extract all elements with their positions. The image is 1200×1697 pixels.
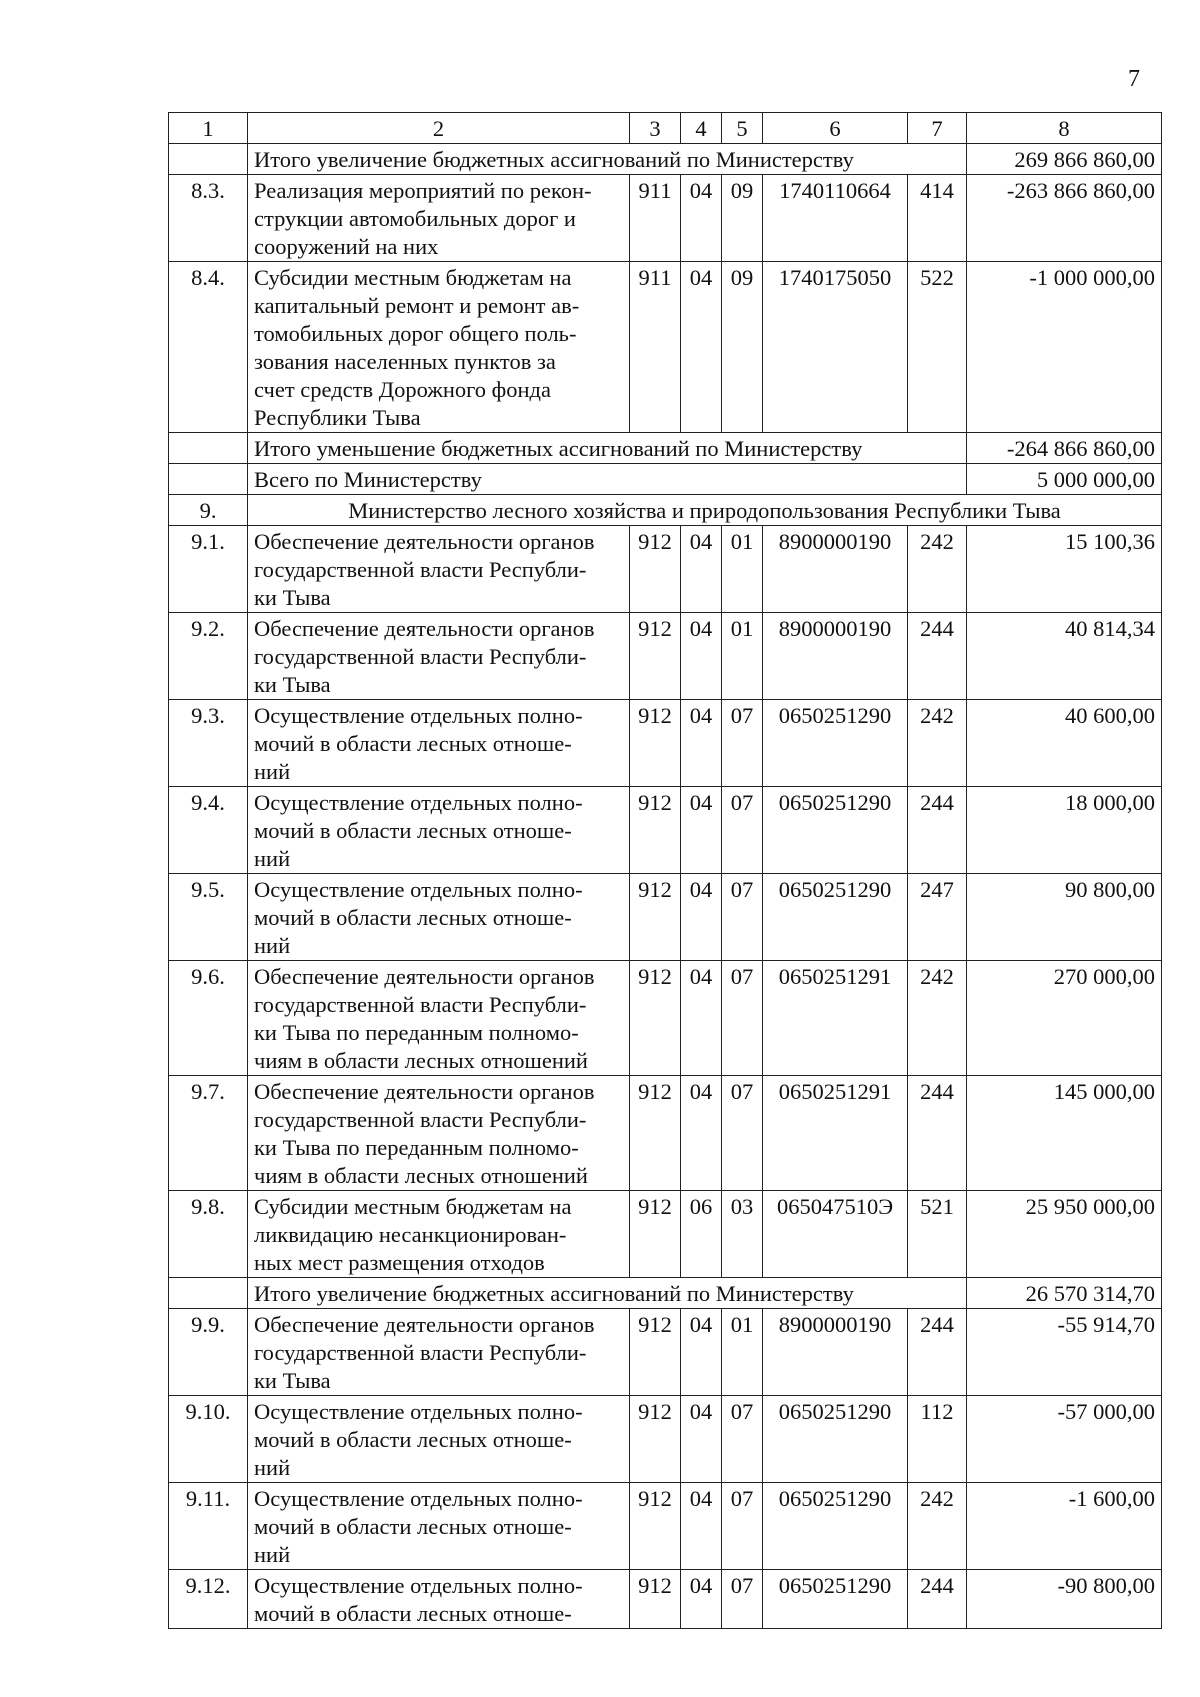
row-target-article: 0650251290 [763, 787, 908, 874]
row-subsection-code: 07 [722, 1076, 763, 1191]
row-number: 9.8. [169, 1191, 248, 1278]
column-header-7: 7 [908, 113, 967, 144]
row-section-code: 04 [681, 175, 722, 262]
total-label: Итого увеличение бюджетных ассигнований по Министерству [248, 1278, 967, 1309]
table-row [169, 961, 1162, 1076]
row-ministry-code: 912 [630, 874, 681, 961]
row-ministry-code: 911 [630, 175, 681, 262]
table-row [169, 1076, 1162, 1191]
row-description: Обеспечение деятельности органов государственной власти Республи- ки Тыва по переданным полномо- чиям в области лесных отношений [248, 1076, 630, 1191]
row-subsection-code: 09 [722, 175, 763, 262]
row-amount: -263 866 860,00 [967, 175, 1162, 262]
row-number: 8.3. [169, 175, 248, 262]
row-amount: 15 100,36 [967, 526, 1162, 613]
row-description: Осуществление отдельных полно- мочий в области лесных отноше- ний [248, 1396, 630, 1483]
row-ministry-code: 912 [630, 1483, 681, 1570]
column-header-5: 5 [722, 113, 763, 144]
total-amount: -264 866 860,00 [967, 433, 1162, 464]
row-expense-type: 242 [908, 526, 967, 613]
row-subsection-code: 01 [722, 613, 763, 700]
row-target-article: 0650251290 [763, 1396, 908, 1483]
row-section-code: 04 [681, 613, 722, 700]
row-amount: 270 000,00 [967, 961, 1162, 1076]
row-section-code: 04 [681, 262, 722, 433]
row-target-article: 0650251290 [763, 874, 908, 961]
row-subsection-code: 03 [722, 1191, 763, 1278]
row-number: 8.4. [169, 262, 248, 433]
row-amount: -55 914,70 [967, 1309, 1162, 1396]
table-row [169, 1191, 1162, 1278]
total-row [169, 144, 1162, 175]
row-subsection-code: 07 [722, 874, 763, 961]
row-expense-type: 244 [908, 787, 967, 874]
table-row [169, 1396, 1162, 1483]
row-ministry-code: 912 [630, 1570, 681, 1629]
row-number: 9.6. [169, 961, 248, 1076]
table-row [169, 1483, 1162, 1570]
row-expense-type: 244 [908, 1309, 967, 1396]
ministry-title: Министерство лесного хозяйства и природопользования Республики Тыва [248, 495, 1162, 526]
row-number: 9.3. [169, 700, 248, 787]
row-description: Осуществление отдельных полно- мочий в области лесных отноше- ний [248, 787, 630, 874]
row-number: 9.10. [169, 1396, 248, 1483]
table-body [169, 113, 1162, 1629]
row-target-article: 0650251290 [763, 1570, 908, 1629]
row-amount: -1 600,00 [967, 1483, 1162, 1570]
row-expense-type: 521 [908, 1191, 967, 1278]
total-row-number-cell [169, 1278, 248, 1309]
total-row [169, 1278, 1162, 1309]
column-header-2: 2 [248, 113, 630, 144]
row-section-code: 04 [681, 1309, 722, 1396]
row-subsection-code: 07 [722, 1483, 763, 1570]
table-row [169, 175, 1162, 262]
row-amount: -57 000,00 [967, 1396, 1162, 1483]
column-header-8: 8 [967, 113, 1162, 144]
total-amount: 5 000 000,00 [967, 464, 1162, 495]
row-amount: 25 950 000,00 [967, 1191, 1162, 1278]
row-number: 9.2. [169, 613, 248, 700]
row-expense-type: 242 [908, 1483, 967, 1570]
ministry-header-row [169, 495, 1162, 526]
row-subsection-code: 01 [722, 1309, 763, 1396]
row-section-code: 04 [681, 700, 722, 787]
row-expense-type: 244 [908, 1076, 967, 1191]
row-expense-type: 414 [908, 175, 967, 262]
total-label: Итого увеличение бюджетных ассигнований по Министерству [248, 144, 967, 175]
row-target-article: 0650251291 [763, 961, 908, 1076]
row-subsection-code: 07 [722, 1396, 763, 1483]
row-amount: 145 000,00 [967, 1076, 1162, 1191]
row-target-article: 0650251291 [763, 1076, 908, 1191]
row-description: Реализация мероприятий по рекон- струкции автомобильных дорог и сооружений на них [248, 175, 630, 262]
row-expense-type: 244 [908, 613, 967, 700]
row-description: Обеспечение деятельности органов государственной власти Республи- ки Тыва [248, 613, 630, 700]
row-amount: 18 000,00 [967, 787, 1162, 874]
column-header-4: 4 [681, 113, 722, 144]
column-header-6: 6 [763, 113, 908, 144]
row-section-code: 04 [681, 787, 722, 874]
total-amount: 269 866 860,00 [967, 144, 1162, 175]
row-subsection-code: 07 [722, 787, 763, 874]
row-expense-type: 244 [908, 1570, 967, 1629]
row-subsection-code: 07 [722, 700, 763, 787]
row-section-code: 04 [681, 874, 722, 961]
row-ministry-code: 912 [630, 1191, 681, 1278]
row-ministry-code: 912 [630, 1309, 681, 1396]
row-description: Осуществление отдельных полно- мочий в области лесных отноше- ний [248, 1483, 630, 1570]
row-description: Осуществление отдельных полно- мочий в области лесных отноше- [248, 1570, 630, 1629]
total-row [169, 464, 1162, 495]
row-amount: -90 800,00 [967, 1570, 1162, 1629]
row-description: Субсидии местным бюджетам на капитальный ремонт и ремонт ав- томобильных дорог общего поль- зования населенных пунктов за счет средств Дорожного фонда Республики Тыва [248, 262, 630, 433]
row-amount: 40 814,34 [967, 613, 1162, 700]
row-section-code: 04 [681, 1396, 722, 1483]
row-description: Обеспечение деятельности органов государственной власти Республи- ки Тыва по переданным полномо- чиям в области лесных отношений [248, 961, 630, 1076]
row-ministry-code: 911 [630, 262, 681, 433]
total-row [169, 433, 1162, 464]
page-number: 7 [1128, 66, 1140, 92]
budget-allocations-table [168, 112, 1162, 1629]
row-description: Обеспечение деятельности органов государственной власти Республи- ки Тыва [248, 1309, 630, 1396]
total-row-number-cell [169, 144, 248, 175]
row-amount: 40 600,00 [967, 700, 1162, 787]
row-expense-type: 522 [908, 262, 967, 433]
row-target-article: 8900000190 [763, 526, 908, 613]
total-row-number-cell [169, 464, 248, 495]
row-target-article: 0650251290 [763, 700, 908, 787]
table-row [169, 613, 1162, 700]
column-number-header-row [169, 113, 1162, 144]
row-target-article: 1740175050 [763, 262, 908, 433]
column-header-3: 3 [630, 113, 681, 144]
ministry-number: 9. [169, 495, 248, 526]
row-amount: 90 800,00 [967, 874, 1162, 961]
row-subsection-code: 09 [722, 262, 763, 433]
row-ministry-code: 912 [630, 1076, 681, 1191]
row-ministry-code: 912 [630, 613, 681, 700]
row-number: 9.11. [169, 1483, 248, 1570]
total-label: Итого уменьшение бюджетных ассигнований по Министерству [248, 433, 967, 464]
column-header-1: 1 [169, 113, 248, 144]
table-row [169, 262, 1162, 433]
row-ministry-code: 912 [630, 787, 681, 874]
row-target-article: 8900000190 [763, 1309, 908, 1396]
row-ministry-code: 912 [630, 961, 681, 1076]
row-description: Осуществление отдельных полно- мочий в области лесных отноше- ний [248, 700, 630, 787]
row-expense-type: 242 [908, 961, 967, 1076]
row-target-article: 065047510Э [763, 1191, 908, 1278]
row-description: Осуществление отдельных полно- мочий в области лесных отноше- ний [248, 874, 630, 961]
row-subsection-code: 07 [722, 1570, 763, 1629]
row-expense-type: 112 [908, 1396, 967, 1483]
row-section-code: 04 [681, 1570, 722, 1629]
row-number: 9.5. [169, 874, 248, 961]
table-row [169, 700, 1162, 787]
row-number: 9.7. [169, 1076, 248, 1191]
row-number: 9.4. [169, 787, 248, 874]
total-label: Всего по Министерству [248, 464, 967, 495]
table-row [169, 787, 1162, 874]
row-ministry-code: 912 [630, 1396, 681, 1483]
row-description: Субсидии местным бюджетам на ликвидацию несанкционирован- ных мест размещения отходов [248, 1191, 630, 1278]
row-number: 9.9. [169, 1309, 248, 1396]
row-target-article: 8900000190 [763, 613, 908, 700]
table-row [169, 874, 1162, 961]
row-number: 9.12. [169, 1570, 248, 1629]
row-section-code: 04 [681, 961, 722, 1076]
row-target-article: 1740110664 [763, 175, 908, 262]
row-expense-type: 247 [908, 874, 967, 961]
table-row [169, 1570, 1162, 1629]
total-row-number-cell [169, 433, 248, 464]
row-number: 9.1. [169, 526, 248, 613]
row-section-code: 04 [681, 526, 722, 613]
row-amount: -1 000 000,00 [967, 262, 1162, 433]
table-row [169, 526, 1162, 613]
row-section-code: 04 [681, 1076, 722, 1191]
row-section-code: 06 [681, 1191, 722, 1278]
total-amount: 26 570 314,70 [967, 1278, 1162, 1309]
row-expense-type: 242 [908, 700, 967, 787]
row-description: Обеспечение деятельности органов государственной власти Республи- ки Тыва [248, 526, 630, 613]
row-ministry-code: 912 [630, 526, 681, 613]
row-target-article: 0650251290 [763, 1483, 908, 1570]
row-section-code: 04 [681, 1483, 722, 1570]
row-subsection-code: 01 [722, 526, 763, 613]
table-row [169, 1309, 1162, 1396]
row-subsection-code: 07 [722, 961, 763, 1076]
row-ministry-code: 912 [630, 700, 681, 787]
